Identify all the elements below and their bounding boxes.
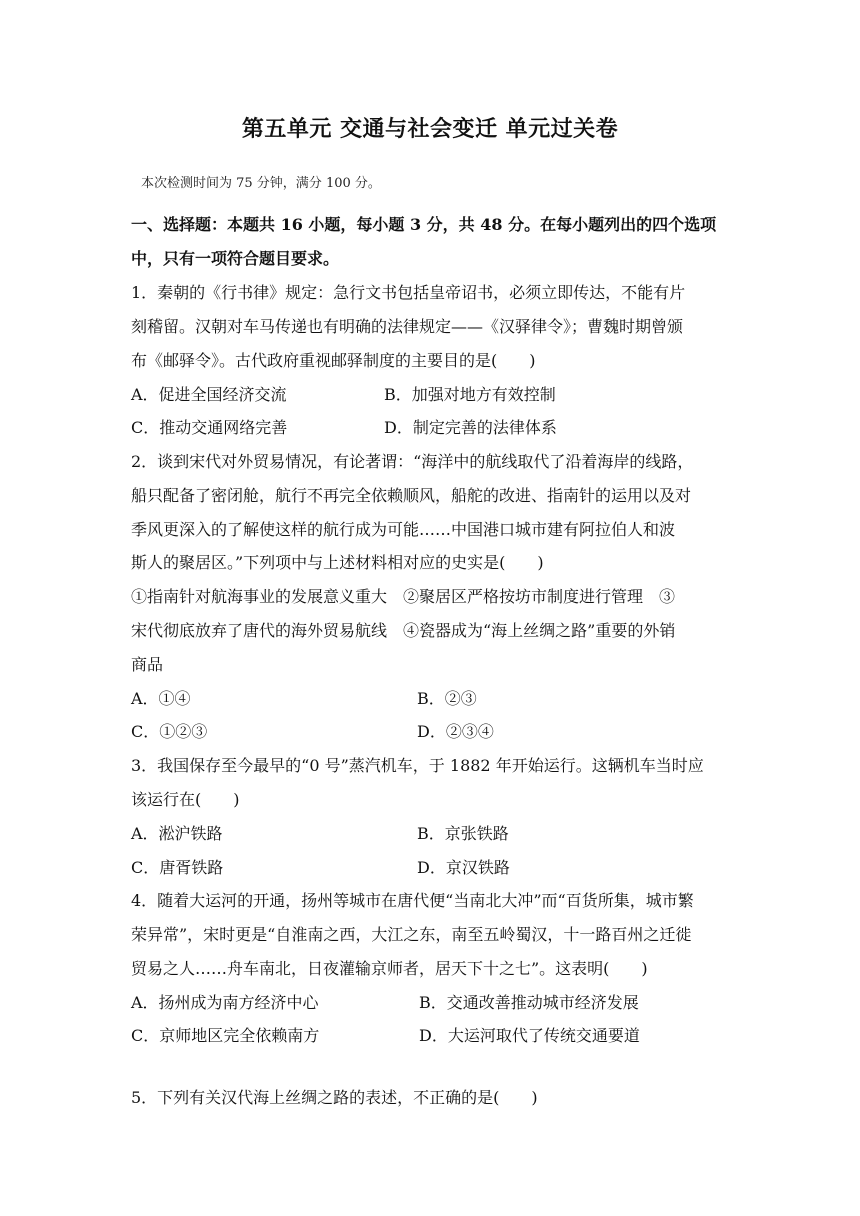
q4-line-2: 荣异常”，宋时更是“自淮南之西，大江之东，南至五岭蜀汉，十一路百州之迁徙	[131, 925, 692, 944]
q2-line-3: 季风更深入的了解使这样的航行成为可能……中国港口城市建有阿拉伯人和波	[131, 520, 676, 539]
q2-line-2: 船只配备了密闭舱，航行不再完全依赖顺风，船舵的改进、指南针的运用以及对	[131, 486, 692, 505]
q3-option-d: D．京汉铁路	[417, 858, 510, 877]
q1-option-b: B．加强对地方有效控制	[384, 385, 556, 404]
section-heading-line-1: 一、选择题：本题共 16 小题，每小题 3 分，共 48 分。在每小题列出的四个选项	[131, 215, 717, 234]
q1-line-2: 刻稽留。汉朝对车马传递也有明确的法律规定——《汉驿律令》；曹魏时期曾颁	[131, 317, 684, 336]
q3-option-c: C．唐胥铁路	[131, 858, 224, 877]
q2-line-5: ①指南针对航海事业的发展意义重大 ②聚居区严格按坊市制度进行管理 ③	[131, 587, 676, 606]
q5-line-1: 5．下列有关汉代海上丝绸之路的表述，不正确的是( )	[131, 1088, 538, 1107]
q2-option-d: D．②③④	[417, 722, 494, 741]
q1-option-c: C．推动交通网络完善	[131, 418, 288, 437]
exam-note: 本次检测时间为 75 分钟，满分 100 分。	[141, 176, 381, 191]
q2-option-b: B．②③	[417, 689, 477, 708]
q3-option-a: A．淞沪铁路	[131, 824, 223, 843]
q4-option-d: D．大运河取代了传统交通要道	[419, 1026, 640, 1045]
q2-option-a: A．①④	[131, 689, 191, 708]
q1-option-d: D．制定完善的法律体系	[384, 418, 557, 437]
q1-line-1: 1．秦朝的《行书律》规定：急行文书包括皇帝诏书，必须立即传达，不能有片	[131, 283, 686, 302]
q3-option-b: B．京张铁路	[417, 824, 509, 843]
q4-option-a: A．扬州成为南方经济中心	[131, 993, 319, 1012]
q2-line-1: 2．谈到宋代对外贸易情况，有论著谓：“海洋中的航线取代了沿着海岸的线路，	[131, 452, 694, 471]
q2-line-6: 宋代彻底放弃了唐代的海外贸易航线 ④瓷器成为“海上丝绸之路”重要的外销	[131, 621, 676, 640]
q4-line-1: 4．随着大运河的开通，扬州等城市在唐代便“当南北大冲”而“百货所集，城市繁	[131, 891, 694, 910]
q4-line-3: 贸易之人……舟车南北，日夜灌输京师者，居天下十之七”。这表明( )	[131, 959, 648, 978]
q4-option-c: C．京师地区完全依赖南方	[131, 1026, 320, 1045]
q1-option-a: A．促进全国经济交流	[131, 385, 287, 404]
q3-line-1: 3．我国保存至今最早的“0 号”蒸汽机车，于 1882 年开始运行。这辆机车当时应	[131, 756, 704, 775]
q4-option-b: B．交通改善推动城市经济发展	[419, 993, 639, 1012]
q2-line-7: 商品	[131, 655, 164, 674]
page-title: 第五单元 交通与社会变迁 单元过关卷	[241, 116, 619, 142]
section-heading-line-2: 中，只有一项符合题目要求。	[131, 249, 340, 268]
q2-option-c: C．①②③	[131, 722, 208, 741]
q1-line-3: 布《邮驿令》。古代政府重视邮驿制度的主要目的是( )	[131, 351, 536, 370]
q2-line-4: 斯人的聚居区。”下列项中与上述材料相对应的史实是( )	[131, 553, 544, 572]
q3-line-2: 该运行在( )	[131, 790, 240, 809]
